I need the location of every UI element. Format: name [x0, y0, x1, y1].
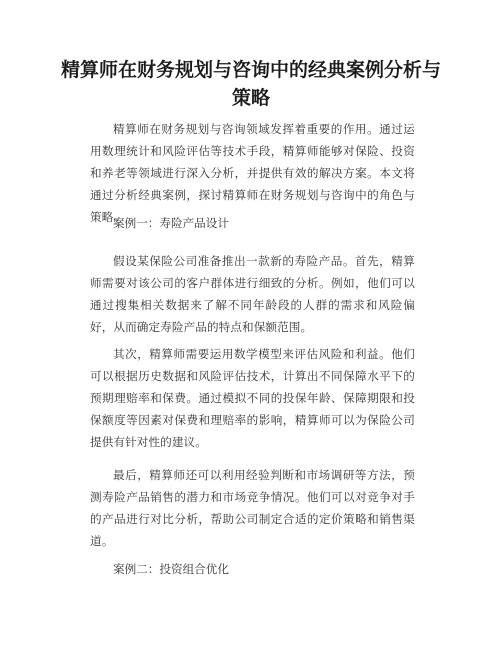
case1-paragraph-1: 假设某保险公司准备推出一款新的寿险产品。首先，精算师需要对该公司的客户群体进行细致的分析。例如，他们可以通过搜集相关数据来了解不同年龄段的人群的需求和风险偏好，从而确定寿险产品的特点和保额范围。 [90, 254, 415, 334]
case1-heading: 案例一：寿险产品设计 [113, 216, 229, 230]
case1-paragraph-3: 最后，精算师还可以利用经验判断和市场调研等方法，预测寿险产品销售的潜力和市场竞争情况。他们可以对竞争对手的产品进行对比分析，帮助公司制定合适的定价策略和销售渠道。 [90, 468, 415, 548]
case2-heading: 案例二：投资组合优化 [113, 562, 229, 576]
case1-paragraph-2: 其次，精算师需要运用数学模型来评估风险和利益。他们可以根据历史数据和风险评估技术，计算出不同保障水平下的预期理赔率和保费。通过模拟不同的投保年龄、保障期限和投保额度等因素对保费和理赔率的影响，精算师可以为保险公司提供有针对性的建议。 [90, 347, 415, 449]
intro-paragraph: 精算师在财务规划与咨询领域发挥着重要的作用。通过运用数理统计和风险评估等技术手段，精算师能够对保险、投资和养老等领域进行深入分析，并提供有效的解决方案。本文将通过分析经典案例，探讨精算师在财务规划与咨询中的角色与策略。 [90, 122, 415, 224]
document-title: 精算师在财务规划与咨询中的经典案例分析与策略 [60, 59, 441, 109]
